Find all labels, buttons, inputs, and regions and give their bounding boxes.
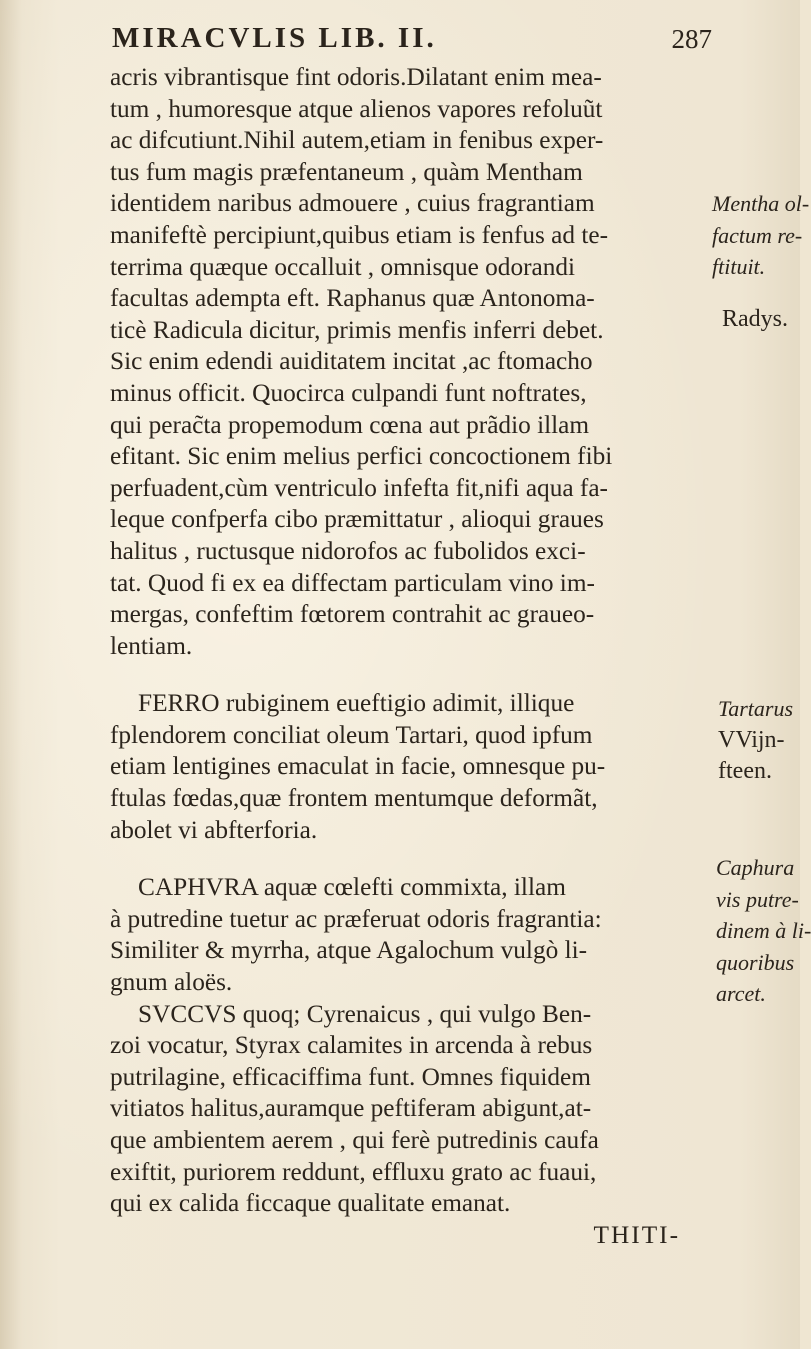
text-line: exiftit, puriorem reddunt, effluxu grato ac fuaui, [110,1157,597,1186]
text-line: perfuadent,cùm ventriculo infefta fit,nifi aqua fa- [110,473,608,502]
paragraph-2 [110,688,710,846]
text-line: qui perac̃ta propemodum cœna aut prãdio illam [110,410,590,439]
text-line: qui ex calida ficcaque qualitate emanat. [110,1189,511,1218]
page-number: 287 [671,24,712,54]
margin-line: vis putre- [716,886,799,912]
text-line: facultas adempta eft. Raphanus quæ Antonoma- [110,284,595,313]
text-line: terrima quæque occalluit , omnisque odorandi [110,252,576,281]
text-line: leque confperfa cibo præmittatur , alioqui graues [110,505,604,534]
text-line: à putredine tuetur ac præferuat odoris fragrantia: [110,904,602,933]
text-line: putrilagine, efficaciffima funt. Omnes fiquidem [110,1062,591,1091]
margin-note-caphura [716,852,811,1010]
margin-note-mentha [712,188,810,283]
margin-line: arcet. [716,981,766,1007]
text-line: fplendorem conciliat oleum Tartari, quod ipfum [110,720,593,749]
main-text [110,62,710,1251]
margin-line: ftituit. [712,254,766,280]
text-line: tum , humoresque atque alienos vapores refoluũt [110,94,603,123]
margin-note-tartarus [718,693,800,788]
text-line: SVCCVS quoq; Cyrenaicus , qui vulgo Ben- [138,999,592,1028]
running-title: MIRACVLIS LIB. II. [112,22,437,54]
text-line: ftulas fœdas,quæ frontem mentumque deformãt, [110,784,598,813]
page-header [112,22,712,66]
text-line: vitiatos halitus,auramque peftiferam abigunt,at- [110,1094,592,1123]
paragraph-4 [110,999,710,1220]
text-line: ac difcutiunt.Nihil autem,etiam in fenibus exper- [110,126,604,155]
margin-line: Radys. [722,306,788,332]
text-line: efitant. Sic enim melius perfici concoctionem fibi [110,442,613,471]
margin-line: factum re- [712,222,803,248]
text-line: zoi vocatur, Styrax calamites in arcenda à rebus [110,1031,593,1060]
margin-line: dinem à li- [716,918,811,944]
catchword: THITI- [593,1220,680,1249]
margin-line: Tartarus [718,696,794,721]
text-line: Sic enim edendi auiditatem incitat ,ac ftomacho [110,347,593,376]
paragraph-gap [110,846,710,872]
text-line: manifeftè percipiunt,quibus etiam is fenfus ad te- [110,220,609,249]
text-line: mergas, confeftim fœtorem contrahit ac graueo- [110,600,595,629]
text-line: CAPHVRA aquæ cœlefti commixta, illam [138,873,566,902]
text-line: Similiter & myrrha, atque Agalochum vulgò li- [110,936,588,965]
text-line: minus officit. Quocirca culpandi funt noftrates, [110,378,587,407]
text-line: tat. Quod fi ex ea diffectam particulam vino im- [110,568,595,597]
text-line: tus fum magis præfentaneum , quàm Mentham [110,157,583,186]
paragraph-gap [110,662,710,688]
text-line: identidem naribus admouere , cuius fragrantiam [110,189,595,218]
text-line: abolet vi abfterforia. [110,815,318,844]
paragraph-1 [110,62,710,662]
margin-line: Caphura [716,855,795,880]
text-line: FERRO rubiginem eueftigio adimit, illique [138,689,575,718]
text-line: etiam lentigines emaculat in facie, omnesque pu- [110,752,606,781]
text-line: acris vibrantisque fint odoris.Dilatant enim mea- [110,63,602,91]
text-line: halitus , ructusque nidorofos ac fubolidos exci- [110,536,586,565]
text-line: ticè Radicula dicitur, primis menfis inferri debet. [110,315,604,344]
paragraph-3 [110,872,710,998]
margin-line: VVijn- [718,726,785,753]
text-line: que ambientem aerem , qui ferè putredinis caufa [110,1126,599,1154]
text-line: gnum aloës. [110,968,233,997]
margin-line: fteen. [718,758,772,785]
margin-line: Mentha ol- [712,191,810,216]
margin-line: quoribus [716,949,795,975]
text-line: lentiam. [110,631,193,660]
margin-note-radys [722,304,804,336]
